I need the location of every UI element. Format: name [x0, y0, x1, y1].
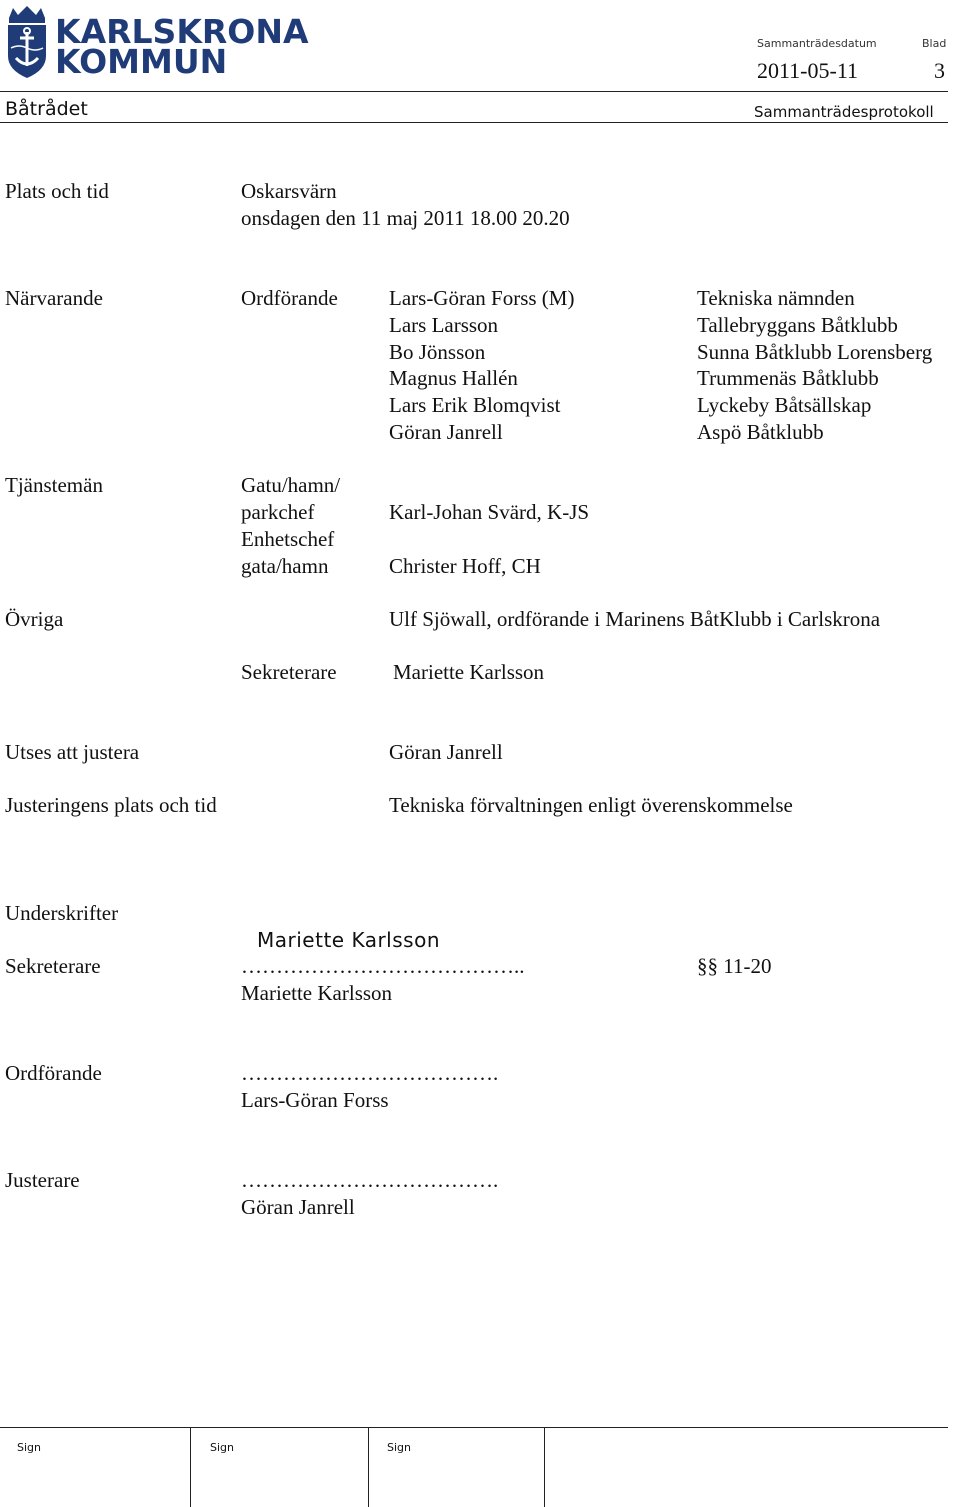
header-rule-bottom: [0, 122, 948, 123]
karlskrona-logo: [5, 4, 309, 81]
handwritten-signature: Mariette Karlsson: [257, 928, 440, 952]
officials-label: Tjänstemän: [5, 473, 103, 497]
secretary-sign-name: Mariette Karlsson: [241, 981, 393, 1005]
present-org: Lyckeby Båtsällskap: [697, 393, 872, 417]
adjust-place-value: Tekniska förvaltningen enligt överenskommelse: [389, 793, 793, 817]
chair-sign-name: Lars-Göran Forss: [241, 1088, 389, 1112]
footer-divider: [544, 1427, 545, 1507]
signatures-heading: Underskrifter: [5, 901, 119, 925]
footer-rule: [0, 1427, 948, 1428]
present-label: Närvarande: [5, 286, 103, 310]
sign-box-2-label: Sign: [210, 1441, 234, 1454]
chair-role: Ordförande: [241, 286, 338, 310]
secretary-sign-line: …………………………………..: [241, 954, 525, 978]
official-person-2: Christer Hoff, CH: [389, 554, 541, 578]
org-name-line1: KARLSKRONA: [55, 12, 309, 51]
footer-divider: [368, 1427, 369, 1507]
present-org: Sunna Båtklubb Lorensberg: [697, 340, 933, 364]
others-person: Ulf Sjöwall, ordförande i Marinens BåtKlubb i Carlskrona: [389, 607, 881, 631]
sign-box-1-label: Sign: [17, 1441, 41, 1454]
meeting-date: 2011-05-11: [757, 58, 859, 83]
present-name: Magnus Hallén: [389, 366, 518, 390]
present-org: Aspö Båtklubb: [697, 420, 824, 444]
present-name: Göran Janrell: [389, 420, 503, 444]
secretary-label: Sekreterare: [241, 660, 337, 684]
adjuster-label: Utses att justera: [5, 740, 140, 764]
meeting-date-label: Sammanträdesdatum: [757, 37, 877, 50]
crest-icon: [5, 4, 49, 80]
page-number: 3: [934, 58, 945, 83]
org-name-line2: KOMMUN: [55, 42, 228, 81]
present-name: Lars Larsson: [389, 313, 499, 337]
adjuster-sign-name: Göran Janrell: [241, 1195, 355, 1219]
chair-sign-label: Ordförande: [5, 1061, 102, 1085]
official-person-1: Karl-Johan Svärd, K-JS: [389, 500, 590, 524]
document-type: Sammanträdesprotokoll: [754, 103, 934, 121]
chair-sign-line: ……………………………….: [241, 1061, 499, 1085]
official-role-1b: parkchef: [241, 500, 315, 524]
page-label: Blad: [922, 37, 947, 50]
official-role-2b: gata/hamn: [241, 554, 329, 578]
paragraph-range: §§ 11-20: [697, 954, 772, 978]
adjuster-name: Göran Janrell: [389, 740, 503, 764]
others-label: Övriga: [5, 607, 64, 631]
place-datetime: onsdagen den 11 maj 2011 18.00 20.20: [241, 206, 570, 230]
present-org: Tekniska nämnden: [697, 286, 855, 310]
secretary-sign-label: Sekreterare: [5, 954, 101, 978]
body-name: Båtrådet: [5, 98, 88, 120]
present-name: Lars-Göran Forss (M): [389, 286, 575, 310]
present-name: Lars Erik Blomqvist: [389, 393, 561, 417]
official-role-2a: Enhetschef: [241, 527, 335, 551]
present-org: Tallebryggans Båtklubb: [697, 313, 898, 337]
footer-divider: [190, 1427, 191, 1507]
header-rule-top: [0, 91, 948, 92]
place-label: Plats och tid: [5, 179, 109, 203]
secretary-name: Mariette Karlsson: [393, 660, 545, 684]
present-org: Trummenäs Båtklubb: [697, 366, 879, 390]
adjust-place-label: Justeringens plats och tid: [5, 793, 217, 817]
adjuster-sign-label: Justerare: [5, 1168, 80, 1192]
sign-box-3-label: Sign: [387, 1441, 411, 1454]
present-name: Bo Jönsson: [389, 340, 486, 364]
adjuster-sign-line: ……………………………….: [241, 1168, 499, 1192]
place-location: Oskarsvärn: [241, 179, 337, 203]
official-role-1a: Gatu/hamn/: [241, 473, 341, 497]
